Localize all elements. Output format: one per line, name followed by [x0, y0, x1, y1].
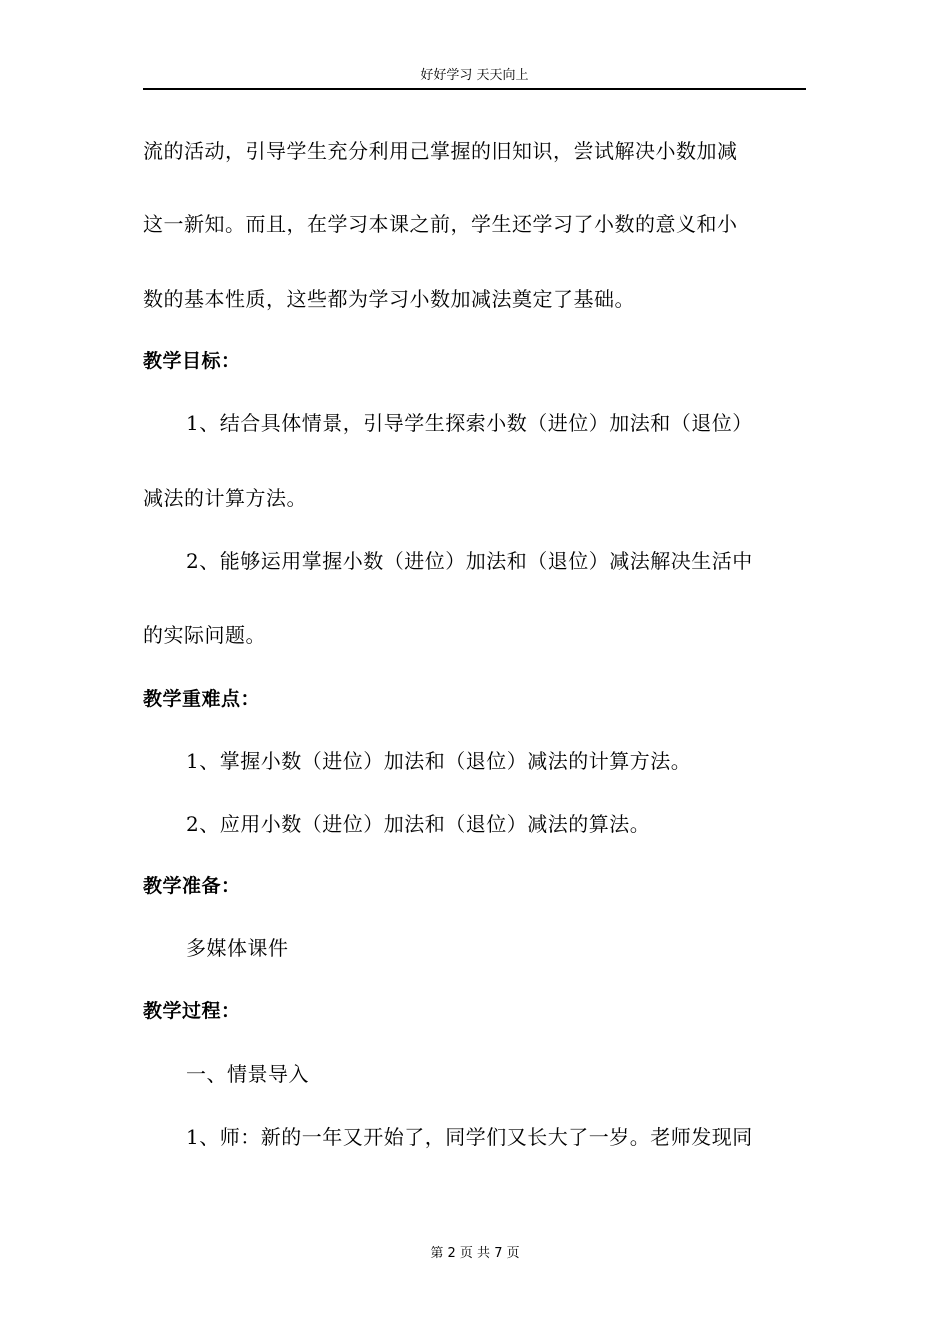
paragraph-line: 这一新知。而且，在学习本课之前，学生还学习了小数的意义和小	[143, 212, 738, 236]
paragraph-line: 的实际问题。	[143, 623, 266, 647]
section-heading-objectives: 教学目标：	[143, 350, 241, 372]
section-heading-process: 教学过程：	[143, 1000, 241, 1022]
paragraph-line: 多媒体课件	[186, 936, 289, 960]
page-header: 好好学习 天天向上	[420, 68, 529, 83]
list-item: 2、应用小数（进位）加法和（退位）减法的算法。	[186, 812, 651, 836]
section-heading-preparation: 教学准备：	[143, 875, 241, 897]
page-footer: 第 2 页 共 7 页	[430, 1246, 520, 1261]
paragraph-line: 流的活动，引导学生充分利用己掌握的旧知识，尝试解决小数加减	[143, 139, 738, 163]
list-item: 1、掌握小数（进位）加法和（退位）减法的计算方法。	[186, 749, 692, 773]
section-heading-key-points: 教学重难点：	[143, 688, 261, 710]
paragraph-line: 减法的计算方法。	[143, 486, 307, 510]
paragraph-line: 数的基本性质，这些都为学习小数加减法奠定了基础。	[143, 287, 635, 311]
header-divider	[143, 88, 806, 90]
list-item: 2、能够运用掌握小数（进位）加法和（退位）减法解决生活中	[186, 549, 753, 573]
list-item: 1、师：新的一年又开始了，同学们又长大了一岁。老师发现同	[186, 1125, 753, 1149]
list-item: 1、结合具体情景，引导学生探索小数（进位）加法和（退位）	[186, 411, 753, 435]
subsection-heading: 一、情景导入	[186, 1062, 309, 1086]
